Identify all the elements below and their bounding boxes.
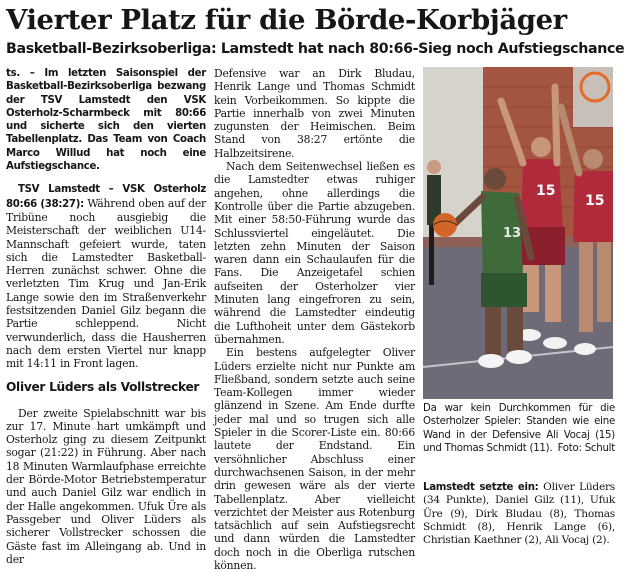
article-column-1 xyxy=(6,67,206,566)
basketball xyxy=(433,213,457,237)
caption-text: Da war kein Durchkommen für die Osterholzer Spieler: Standen wie eine Wand in der Defensive Ali Vocaj (15) und Thomas Schmidt (11). xyxy=(423,403,615,455)
body-paragraph-2: Der zweite Spielabschnitt war bis zur 17. Minute hart umkämpft und Osterholz ging zu diesem Zeitpunkt sogar (21:22) in Führung. Aber nach 18 Minuten Warmlaufphase erreichte der Börde-Motor Betriebstemperatur und auch Daniel Gilz war endlich in der Halle angekommen. Ufuk Üre als Passgeber und Oliver Lüders als sicherer Vollstrecker schossen die Gäste fast im Alleingang ab. Und in der xyxy=(6,406,206,566)
body-paragraph-5: Ein bestens aufgelegter Oliver Lüders erzielte nicht nur Punkte am Fließband, sondern setzte auch seine Team-Kollegen immer wieder glänzend in Szene. Am Ende durfte jeder mal und so trugen sich alle Spieler in die Scorer-Liste ein. 80:66 lautete der Endstand. Ein versöhnlicher Abschluss einer durchwachsenen Saison, in der mehr drin gewesen wäre als der vierte Tabellenplatz. Aber vielleicht verzichtet der Meister aus Rotenburg tatsächlich auf sein Aufstiegsrecht und dann würden die Lamstedter doch noch in die Oberliga rutschen können. xyxy=(214,346,415,572)
body-paragraph-4: Nach dem Seitenwechsel ließen es die Lamstedter etwas ruhiger angehen, ohne allerdings die Kontrolle über die Partie abzugeben. Mit einer 58:50-Führung wurde das Schlussviertel eingeläutet. Die letzten zehn Minuten der Saison waren dann ein Schaulaufen für die Fans. Die Anzeigetafel schien aufseiten der Osterholzer vier Minuten lang eingefroren zu sein, während die Lamstedter eindeutig die Lufthoheit unter dem Gästekorb übernahmen. xyxy=(214,160,415,346)
scorers-list: Oliver Lüders (34 Punkte), Daniel Gilz (11), Ufuk Üre (9), Dirk Bludau (8), Thomas Schmidt (8), Henrik Lange (6), Christian Kaethner (2), Ali Vocaj (2). xyxy=(423,481,615,547)
photo-illustration xyxy=(423,67,613,399)
jersey-number-1: 15 xyxy=(536,183,556,199)
headline: Vierter Platz für die Börde-Korbjäger xyxy=(6,4,567,36)
jersey-number-2: 15 xyxy=(585,193,605,209)
photo-caption xyxy=(423,402,615,456)
body-paragraph-3: Defensive war an Dirk Bludau, Henrik Lange und Thomas Schmidt kein Vorbeikommen. So kippte die Partie innerhalb von zwei Minuten zugunsten der Heimischen. Beim Stand von 38:27 ertönte die Halbzeitsirene. xyxy=(214,67,415,160)
subheadline: Basketball-Bezirksoberliga: Lamstedt hat nach 80:66-Sieg noch Aufstiegschance xyxy=(6,41,624,57)
intertitle: Oliver Lüders als Vollstrecker xyxy=(6,379,200,394)
photo-credit: Foto: Schult xyxy=(557,443,615,455)
scorers-lead: Lamstedt setzte ein: xyxy=(423,482,539,493)
article-column-2 xyxy=(214,67,415,572)
match-result-lead: TSV Lamstedt – VSK Osterholz 80:66 (38:27): xyxy=(6,184,206,210)
basketball-photo xyxy=(423,67,613,399)
body-paragraph-1 xyxy=(6,182,206,370)
jersey-number-3: 13 xyxy=(503,226,522,241)
scorers-box xyxy=(423,481,615,547)
body-paragraph-1-text: Während oben auf der Tribüne noch ausgiebig die Meisterschaft der weiblichen U14-Mannschaft gefeiert wurde, taten sich die Lamstedter Basketball-Herren zunächst schwer. Ohne die verletzten Tim Krug und Jan-Erik Lange sowie den im Straßenverkehr festsitzenden Daniel Gilz begann die Partie schleppend. Nicht verwunderlich, dass die Hausherren nach dem ersten Viertel nur knapp mit 14:11 in Front lagen. xyxy=(6,196,206,371)
intro-paragraph: ts. – Im letzten Saisonspiel der Basketball-Bezirksoberliga bezwang der TSV Lamstedt den VSK Osterholz-Scharmbeck mit 80:66 und sicherte sich den vierten Tabellenplatz. Das Team von Coach Marco Willud hat noch eine Aufstiegschance. xyxy=(6,68,206,173)
